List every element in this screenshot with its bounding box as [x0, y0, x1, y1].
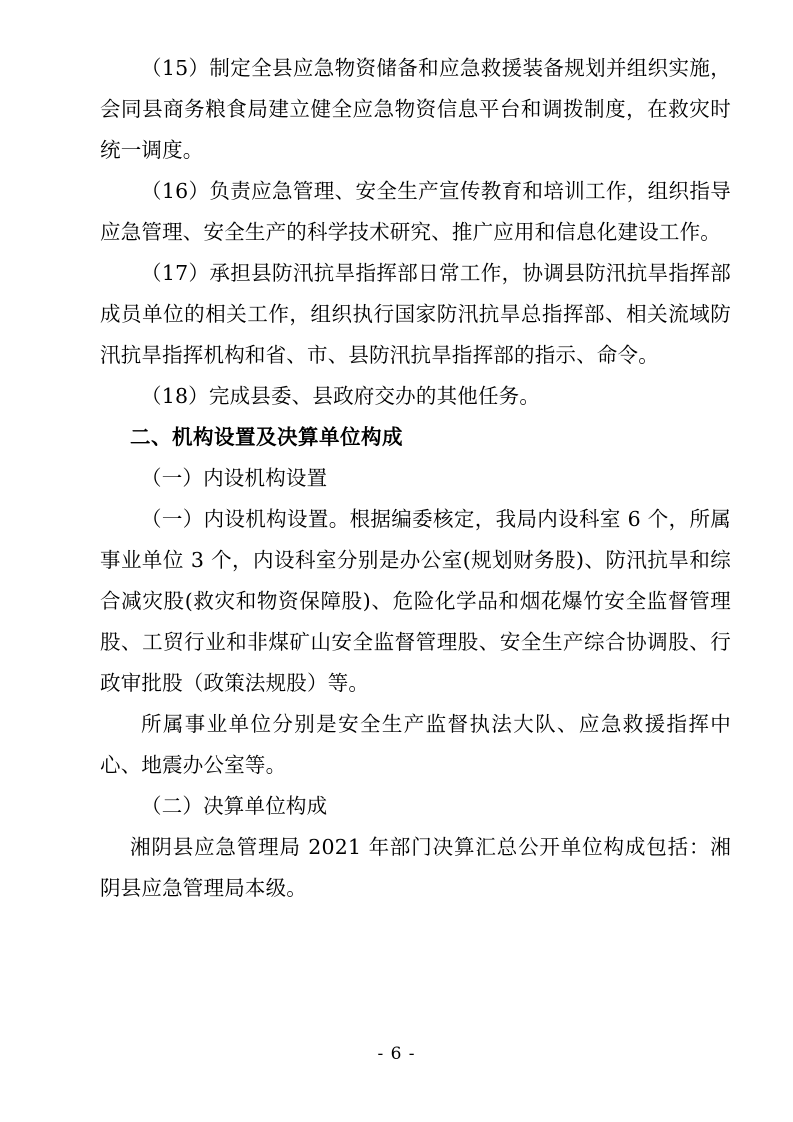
- paragraph-item-18: （18）完成县委、县政府交办的其他任务。: [141, 384, 541, 408]
- section-heading: 二、机构设置及决算单位构成: [130, 425, 403, 449]
- paragraph-item-15: （15）制定全县应急物资储备和应急救援装备规划并组织实施，会同县商务粮食局建立健全应急物资信息平台和调拨制度，在救灾时统一调度。: [100, 56, 731, 162]
- paragraph-affiliated-units: 所属事业单位分别是安全生产监督执法大队、应急救援指挥中心、地震办公室等。: [100, 712, 731, 777]
- document-body: [100, 48, 731, 909]
- subheading-internal-departments: （一）内设机构设置: [141, 466, 328, 490]
- paragraph-item-17: （17）承担县防汛抗旱指挥部日常工作，协调县防汛抗旱指挥部成员单位的相关工作，组织执行国家防汛抗旱总指挥部、相关流域防汛抗旱指挥机构和省、市、县防汛抗旱指挥部的指示、命令。: [100, 261, 731, 367]
- subheading-settlement-unit-composition: （二）决算单位构成: [141, 794, 328, 818]
- paragraph-item-16: （16）负责应急管理、安全生产宣传教育和培训工作，组织指导应急管理、安全生产的科学技术研究、推广应用和信息化建设工作。: [100, 179, 731, 244]
- paragraph-settlement-unit-detail: 湘阴县应急管理局 2021 年部门决算汇总公开单位构成包括：湘阴县应急管理局本级。: [100, 835, 731, 900]
- page-number: - 6 -: [377, 1044, 416, 1064]
- paragraph-internal-departments-detail: （一）内设机构设置。根据编委核定，我局内设科室 6 个，所属事业单位 3 个，内设科室分别是办公室(规划财务股)、防汛抗旱和综合减灾股(救灾和物资保障股)、危险化学品和烟花爆竹安全监督管理股、工贸行业和非煤矿山安全监督管理股、安全生产综合协调股、行政审批股（政策法规股）等。: [100, 507, 731, 695]
